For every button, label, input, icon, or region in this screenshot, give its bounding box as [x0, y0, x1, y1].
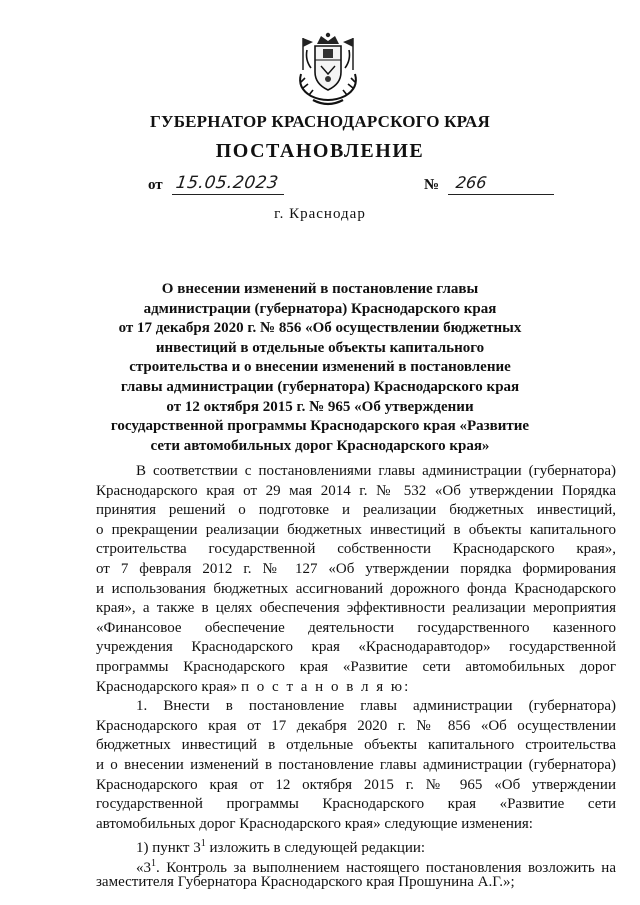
document-body: [96, 462, 616, 893]
body-line: бюджетных инвестиций в отдельные объекты капитального строительства: [96, 737, 616, 754]
body-line: 1. Внести в постановление главы администрации (губернатора): [136, 698, 616, 715]
body-text: «3: [136, 859, 151, 876]
date-number-row: [0, 175, 640, 199]
body-line: строительства государственной собственности Краснодарского края»,: [96, 541, 616, 558]
number-underline: [448, 194, 554, 195]
body-text: 1) пункт 3: [136, 840, 201, 857]
number-label: №: [424, 177, 440, 193]
superscript: 1: [200, 838, 206, 850]
title-line: от 12 октября 2015 г. № 965 «Об утверждении: [166, 398, 474, 415]
city-line: г. Краснодар: [274, 206, 366, 222]
handwritten-number: 266: [454, 173, 488, 192]
body-line: [96, 854, 616, 874]
body-line-last: автомобильных дорог Краснодарского края» следующие изменения:: [96, 815, 533, 832]
title-line: строительства и о внесении изменений в постановление: [129, 359, 511, 376]
body-line: Краснодарского края от 29 мая 2014 г. № 532 «Об утверждении Порядка: [96, 482, 616, 499]
body-line-last: [96, 678, 616, 698]
title-line: инвестиций в отдельные объекты капитального: [155, 339, 485, 356]
resolve-keyword: п о с т а н о в л я ю:: [241, 678, 411, 695]
body-line: программы Краснодарского края «Развитие сети автомобильных дорог: [96, 658, 616, 675]
title-line: от 17 декабря 2020 г. № 856 «Об осуществлении бюджетных: [118, 320, 522, 337]
body-line: от 7 февраля 2012 г. № 127 «Об утверждении порядка формирования: [96, 560, 616, 577]
body-line: и о внесении изменений в постановление главы администрации (губернатора): [96, 756, 616, 773]
document-type-heading: ПОСТАНОВЛЕНИЕ: [215, 140, 425, 162]
body-line: принятия решений о подготовке и реализации бюджетных инвестиций,: [96, 502, 616, 519]
body-line-last: заместителя Губернатора Краснодарского края Прошунина А.Г.»;: [96, 874, 515, 891]
body-line: «Финансовое обеспечение деятельности государственного казенного: [96, 619, 616, 636]
date-underline: [172, 194, 284, 195]
coat-of-arms-emblem: [293, 30, 363, 108]
body-line: Краснодарского края от 17 декабря 2020 г. № 856 «Об осуществлении: [96, 717, 616, 734]
document-title: [110, 280, 530, 456]
authority-heading: ГУБЕРНАТОР КРАСНОДАРСКОГО КРАЯ: [150, 112, 490, 131]
body-text: Краснодарского края»: [96, 678, 238, 695]
body-text: изложить в следующей редакции:: [205, 840, 426, 857]
body-line: Краснодарского края от 12 октября 2015 г. № 965 «Об утверждении: [96, 776, 616, 793]
body-line: В соответствии с постановлениями главы администрации (губернатора): [136, 463, 616, 479]
body-line: государственной программы Краснодарского края «Развитие сети: [96, 796, 616, 813]
body-line: края», а также в целях обеспечения эффективности реализации мероприятия: [96, 600, 616, 617]
body-line: и использования бюджетных ассигнований дорожного фонда Краснодарского: [96, 580, 616, 597]
title-line: О внесении изменений в постановление главы: [161, 281, 479, 297]
body-line: о прекращении реализации бюджетных инвестиций в объекты капитального: [96, 521, 616, 538]
superscript: 1: [151, 857, 156, 869]
title-line: государственной программы Краснодарского края «Развитие: [110, 418, 530, 435]
body-text: . Контроль за выполнением настоящего постановления возложить на: [156, 859, 616, 876]
handwritten-date: 15.05.2023: [174, 173, 280, 193]
date-label: от: [148, 177, 163, 193]
title-line: главы администрации (губернатора) Краснодарского края: [120, 378, 520, 395]
title-line: сети автомобильных дорог Краснодарского края»: [150, 437, 490, 454]
body-line: учреждения Краснодарского края «Краснодаравтодор» государственной: [96, 639, 616, 656]
body-line: [96, 834, 616, 857]
title-line: администрации (губернатора) Краснодарского края: [143, 300, 497, 317]
